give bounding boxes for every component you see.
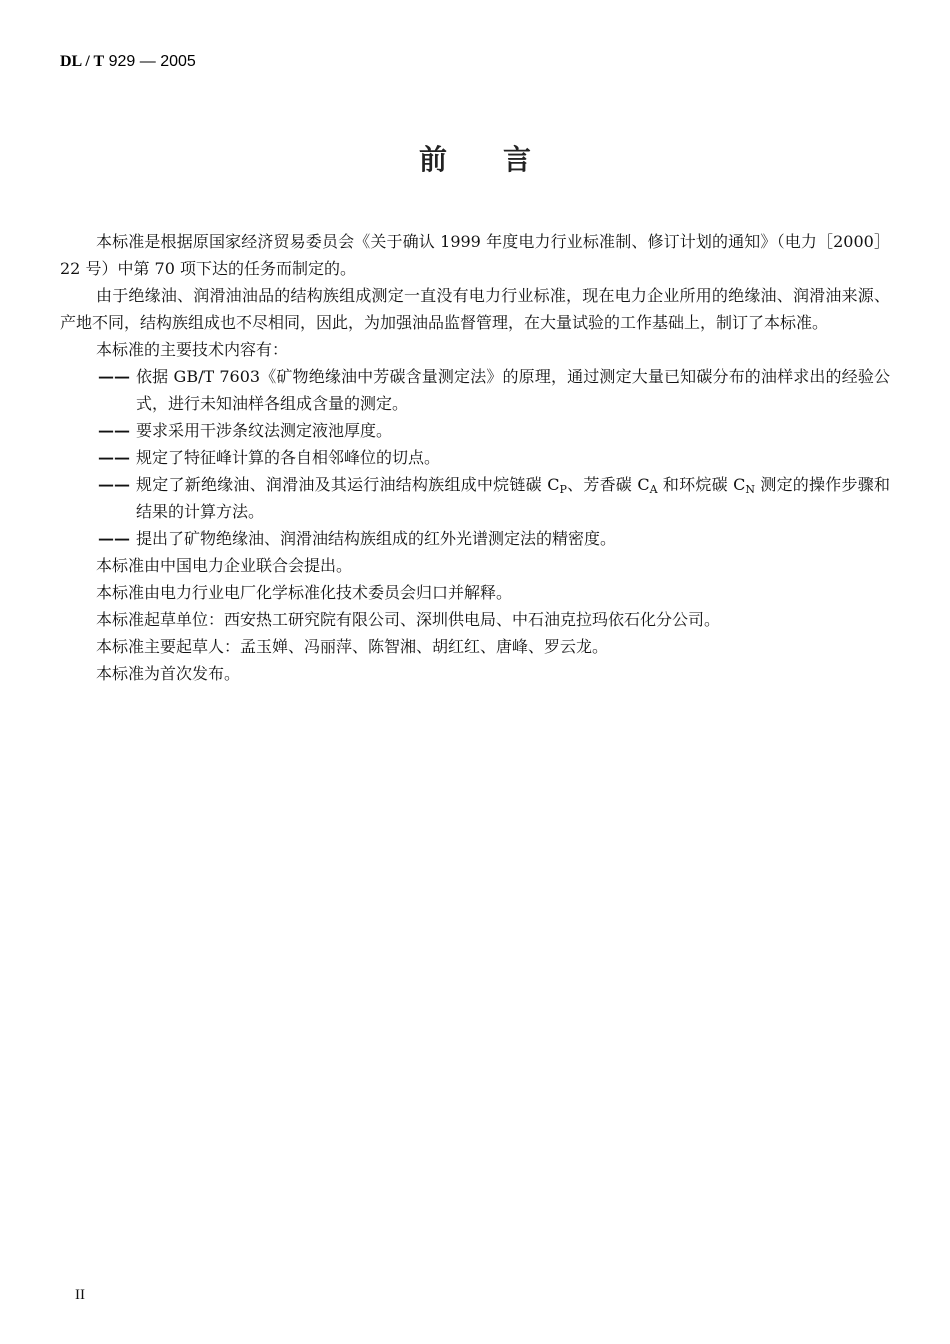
paragraph-first-release: 本标准为首次发布。 <box>96 664 241 683</box>
document-code <box>60 53 196 71</box>
list-item-text: 依据 GB/T 7603《矿物绝缘油中芳碳含量测定法》的原理，通过测定大量已知碳分布的油样求出的经验公式，进行未知油样各组成含量的测定。 <box>136 367 890 413</box>
list-item <box>60 444 890 471</box>
paragraph-interpretation: 本标准由电力行业电厂化学标准化技术委员会归口并解释。 <box>96 583 513 602</box>
paragraph-drafting-units: 本标准起草单位：西安热工研究院有限公司、深圳供电局、中石油克拉玛依石化分公司。 <box>96 610 721 629</box>
subscript-p: P <box>559 483 567 496</box>
standard-prefix: DL / T <box>60 53 105 70</box>
dash-marker: —— <box>98 475 130 494</box>
list-item-text <box>136 475 890 521</box>
list-item-text: 要求采用干涉条纹法测定液池厚度。 <box>136 421 393 440</box>
list-item-text: 规定了特征峰计算的各自相邻峰位的切点。 <box>136 448 441 467</box>
page-title: 前言 <box>418 143 587 176</box>
list-item-text: 提出了矿物绝缘油、润滑油结构族组成的红外光谱测定法的精密度。 <box>136 529 617 548</box>
text-segment: 和环烷碳 C <box>657 475 746 494</box>
text-segment: 规定了新绝缘油、润滑油及其运行油结构族组成中烷链碳 C <box>136 475 560 494</box>
list-item <box>60 525 890 552</box>
paragraph-proposer: 本标准由中国电力企业联合会提出。 <box>96 556 353 575</box>
paragraph-background: 由于绝缘油、润滑油油品的结构族组成测定一直没有电力行业标准，现在电力企业所用的绝缘油、润滑油来源、产地不同，结构族组成也不尽相同，因此，为加强油品监督管理，在大量试验的工作基础上，制订了本标准。 <box>60 286 890 332</box>
list-item <box>60 417 890 444</box>
dash-marker: —— <box>98 448 130 467</box>
standard-number: 929 — 2005 <box>108 53 196 70</box>
paragraph-contents-intro: 本标准的主要技术内容有： <box>96 340 289 359</box>
list-item <box>60 471 890 525</box>
foreword-body <box>60 228 890 687</box>
paragraph-drafters: 本标准主要起草人：孟玉婵、冯丽萍、陈智湘、胡红红、唐峰、罗云龙。 <box>96 637 609 656</box>
text-segment: 测定的操作步骤和结果的计算方法。 <box>136 475 890 521</box>
subscript-n: N <box>745 483 756 496</box>
text-segment: 、芳香碳 C <box>566 475 650 494</box>
dash-marker: —— <box>98 529 130 548</box>
paragraph-basis: 本标准是根据原国家经济贸易委员会《关于确认 1999 年度电力行业标准制、修订计划的通知》（电力［2000］22 号）中第 70 项下达的任务而制定的。 <box>60 232 890 278</box>
subscript-a: A <box>649 483 658 496</box>
dash-marker: —— <box>98 421 130 440</box>
page-number: II <box>75 1287 85 1303</box>
list-item <box>60 363 890 417</box>
dash-marker: —— <box>98 367 130 386</box>
